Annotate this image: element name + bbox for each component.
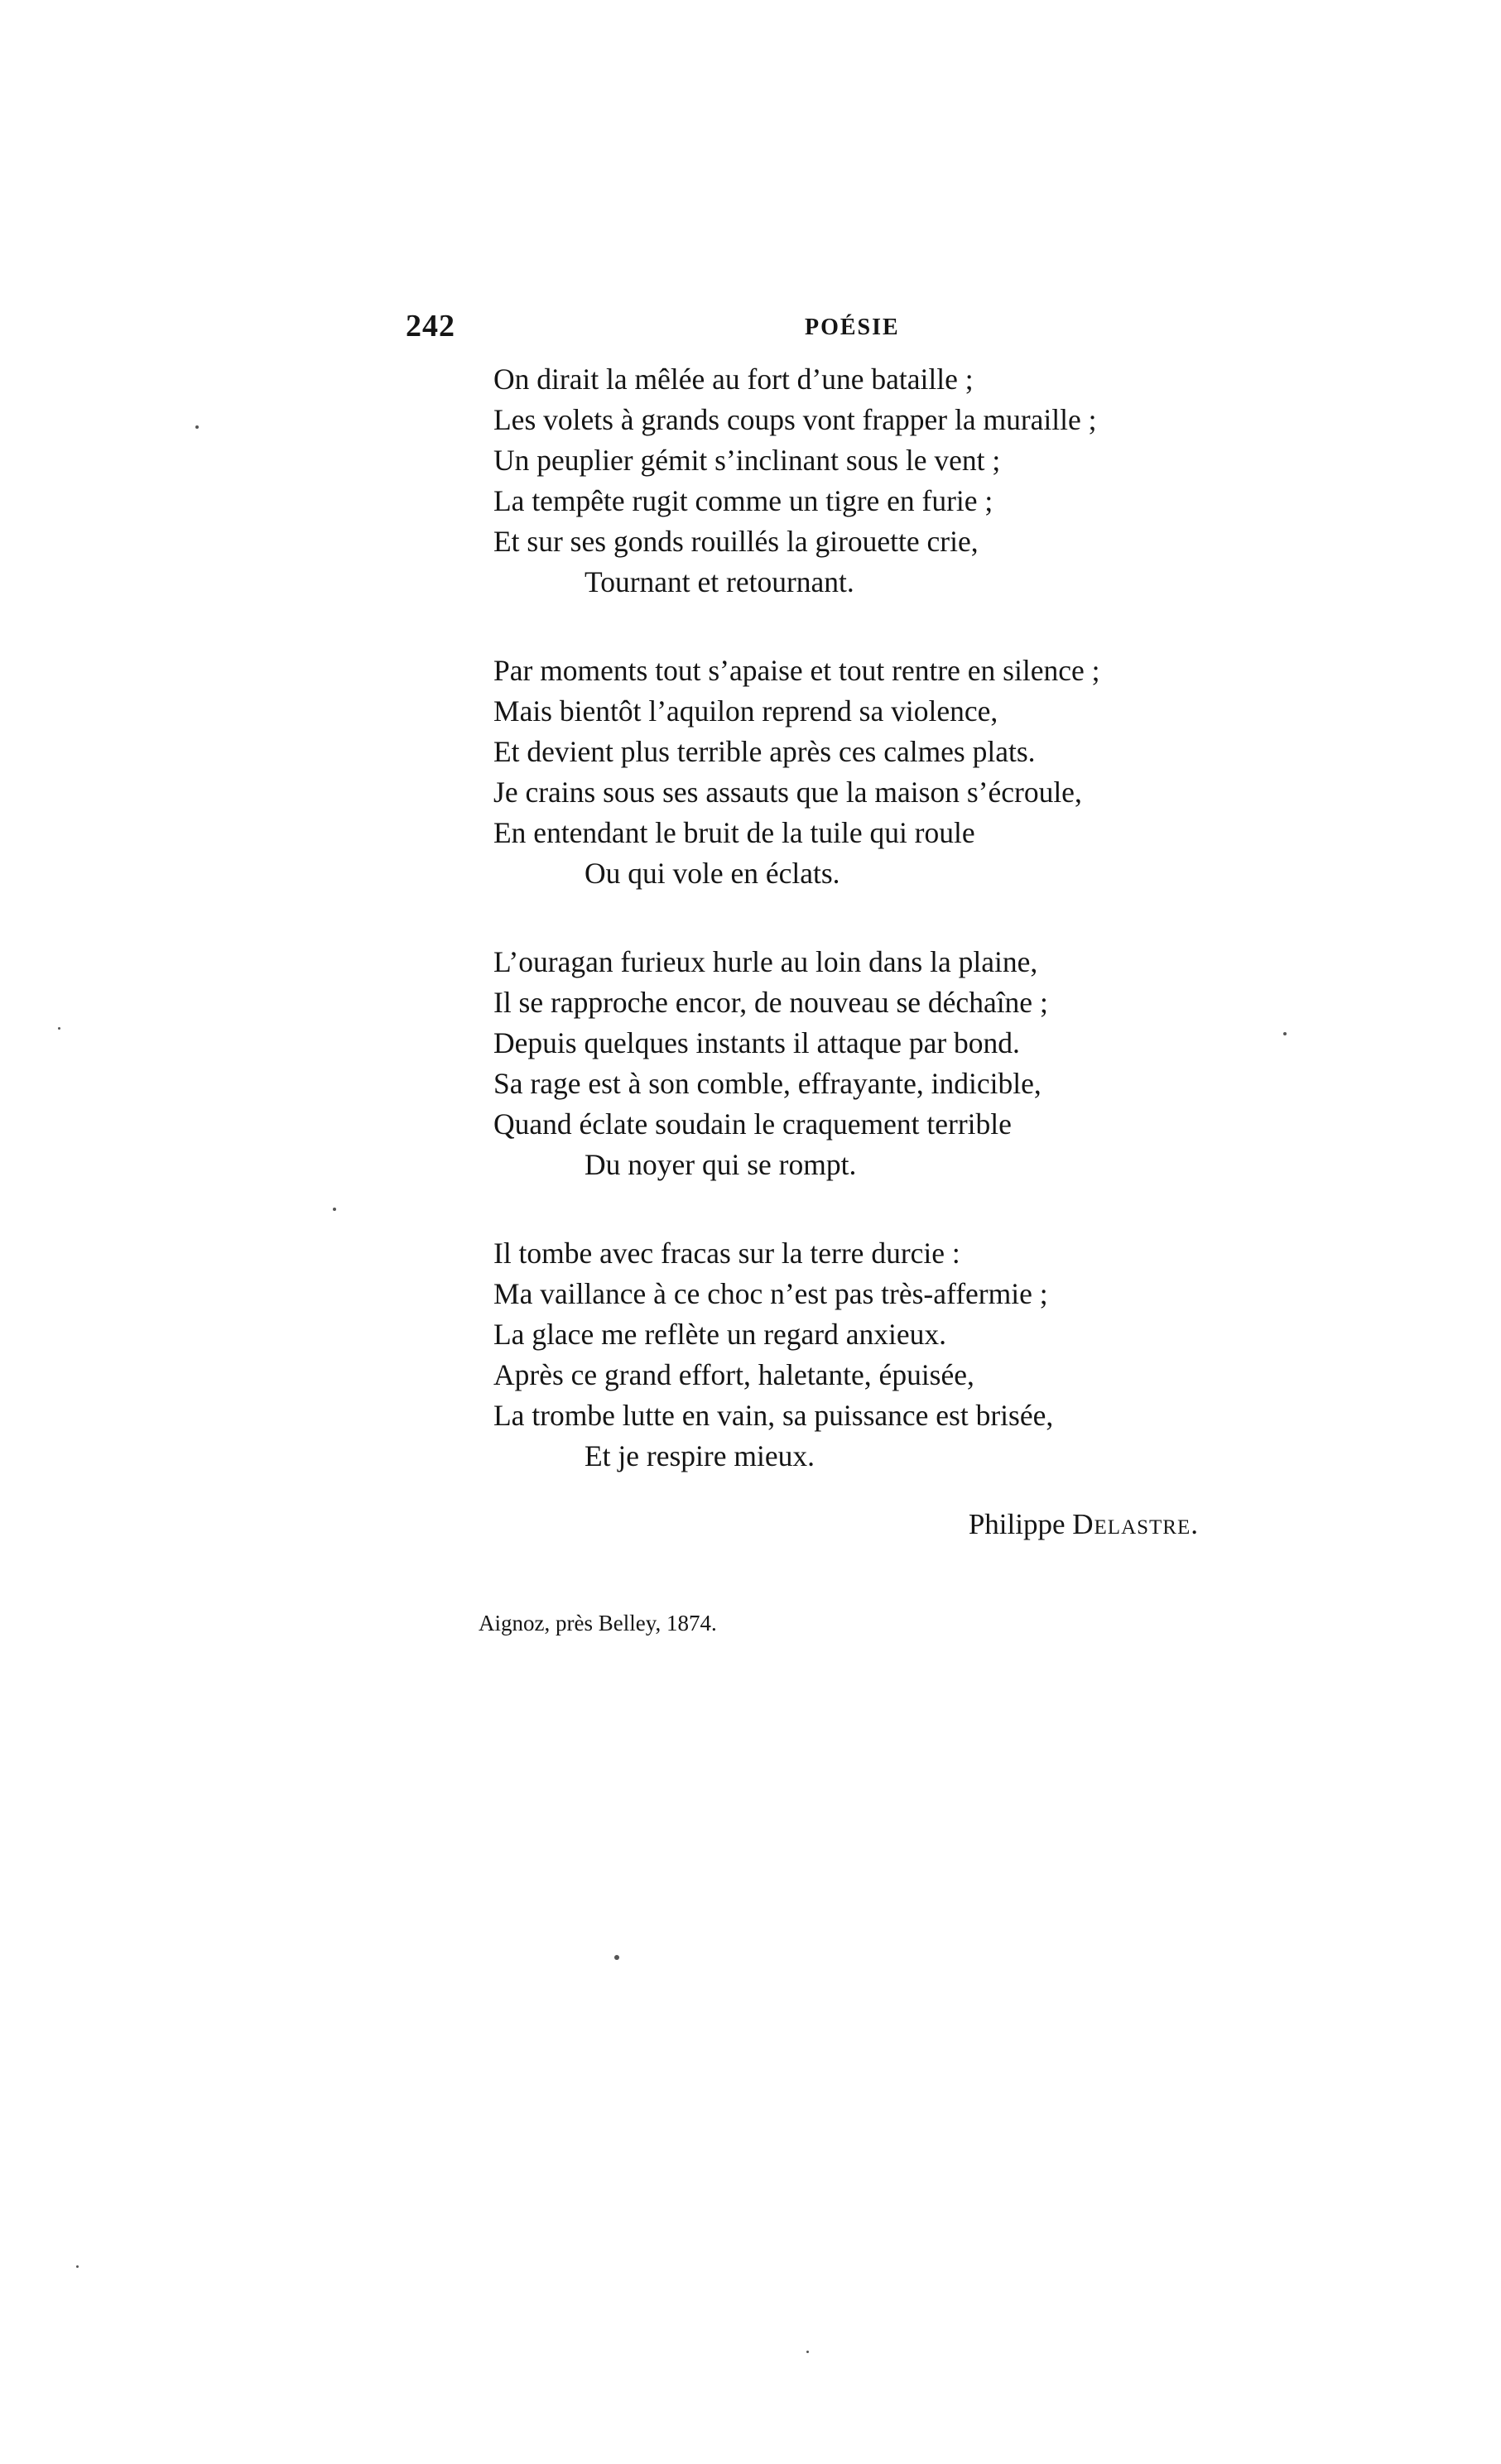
- poem-line: Ma vaillance à ce choc n’est pas très-affermie ;: [493, 1277, 1048, 1310]
- scan-speck: [76, 2265, 79, 2268]
- poem-line: La tempête rugit comme un tigre en furie ;: [493, 484, 993, 517]
- poem-line: La trombe lutte en vain, sa puissance est brisée,: [493, 1399, 1054, 1432]
- poem-refrain-line: Tournant et retournant.: [585, 565, 854, 598]
- poem-line: Un peuplier gémit s’inclinant sous le vent ;: [493, 444, 1001, 477]
- scan-speck: [614, 1955, 619, 1960]
- poem-refrain-line: Ou qui vole en éclats.: [585, 857, 840, 890]
- page-number: 242: [406, 309, 455, 343]
- scan-speck: [58, 1027, 60, 1030]
- poem-line: En entendant le bruit de la tuile qui roule: [493, 816, 975, 849]
- stanza-3: [493, 942, 1239, 1185]
- running-head: POÉSIE: [805, 315, 900, 340]
- poem-line: Il se rapproche encor, de nouveau se déchaîne ;: [493, 986, 1048, 1019]
- poem-line: Et sur ses gonds rouillés la girouette crie,: [493, 525, 979, 558]
- poem-line: Je crains sous ses assauts que la maison s’écroule,: [493, 776, 1082, 809]
- poem-line: Les volets à grands coups vont frapper la muraille ;: [493, 403, 1097, 436]
- author-given-name: Philippe: [968, 1508, 1066, 1540]
- poem-line: Mais bientôt l’aquilon reprend sa violence,: [493, 694, 998, 728]
- scan-speck: [195, 425, 199, 429]
- poem-line: Sa rage est à son comble, effrayante, indicible,: [493, 1067, 1042, 1100]
- poem-line: On dirait la mêlée au fort d’une bataille ;: [493, 363, 974, 396]
- poem-line: La glace me reflète un regard anxieux.: [493, 1318, 946, 1351]
- scan-speck: [806, 2351, 809, 2353]
- scan-speck: [1283, 1032, 1287, 1035]
- scan-speck: [333, 1208, 336, 1211]
- stanza-1: [493, 359, 1239, 603]
- poem-line: Depuis quelques instants il attaque par bond.: [493, 1026, 1020, 1059]
- poem-line: Quand éclate soudain le craquement terrible: [493, 1107, 1012, 1141]
- poem-line: L’ouragan furieux hurle au loin dans la plaine,: [493, 945, 1038, 978]
- poem-line: Il tombe avec fracas sur la terre durcie :: [493, 1237, 960, 1270]
- poem-line: Après ce grand effort, haletante, épuisée,: [493, 1358, 974, 1391]
- stanza-2: [493, 651, 1239, 894]
- poem-refrain-line: Du noyer qui se rompt.: [585, 1148, 857, 1181]
- stanza-4: [493, 1233, 1239, 1477]
- place-date: Aignoz, près Belley, 1874.: [479, 1611, 717, 1635]
- author-signature: [969, 1508, 1199, 1541]
- poem: [493, 359, 1239, 1525]
- poem-refrain-line: Et je respire mieux.: [585, 1439, 815, 1472]
- poem-line: Par moments tout s’apaise et tout rentre en silence ;: [493, 654, 1100, 687]
- author-surname: Delastre.: [1072, 1508, 1199, 1540]
- poem-line: Et devient plus terrible après ces calmes plats.: [493, 735, 1036, 768]
